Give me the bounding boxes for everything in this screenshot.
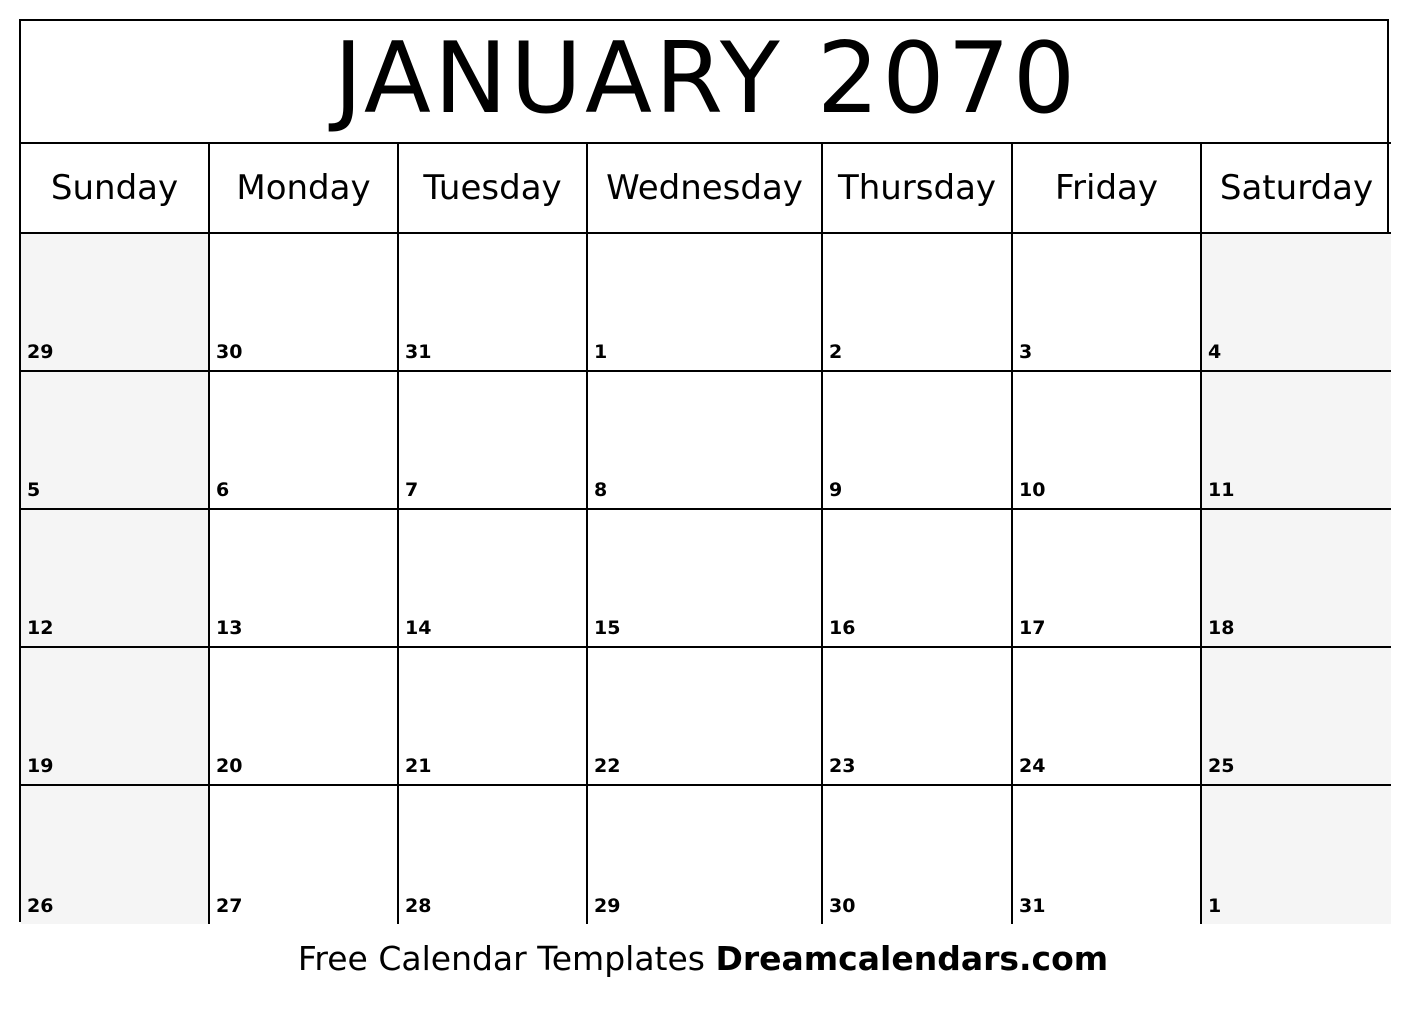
day-number: 23 [829,755,856,777]
day-cell [1013,648,1202,786]
calendar-grid [19,19,1389,922]
day-number: 16 [829,617,856,639]
day-cell [588,510,823,648]
day-cell [588,648,823,786]
day-number: 25 [1208,755,1235,777]
day-number: 7 [405,479,419,501]
day-cell [210,372,399,510]
day-cell [210,648,399,786]
day-number: 4 [1208,341,1222,363]
day-number: 6 [216,479,230,501]
day-cell [210,234,399,372]
day-number: 31 [1019,895,1046,917]
day-number: 17 [1019,617,1046,639]
day-cell [399,648,588,786]
footer-text: Free Calendar Templates [297,939,705,978]
weekday-header-thursday: Thursday [823,144,1013,234]
day-number: 26 [27,895,54,917]
day-number: 10 [1019,479,1046,501]
weekday-header-wednesday: Wednesday [588,144,823,234]
day-number: 13 [216,617,243,639]
day-number: 30 [829,895,856,917]
day-number: 29 [27,341,54,363]
day-cell [210,510,399,648]
day-cell [1013,234,1202,372]
day-number: 30 [216,341,243,363]
calendar-title: JANUARY 2070 [21,21,1391,144]
day-number: 3 [1019,341,1033,363]
day-cell [399,372,588,510]
day-cell [1202,510,1391,648]
day-cell [588,372,823,510]
day-cell [399,510,588,648]
day-number: 14 [405,617,432,639]
day-cell [1202,786,1391,924]
weekday-header-tuesday: Tuesday [399,144,588,234]
day-cell [588,786,823,924]
day-number: 18 [1208,617,1235,639]
day-cell [1202,234,1391,372]
day-cell [1202,648,1391,786]
day-cell [21,372,210,510]
day-number: 12 [27,617,54,639]
weekday-header-saturday: Saturday [1202,144,1391,234]
day-cell [1013,786,1202,924]
day-number: 24 [1019,755,1046,777]
day-number: 31 [405,341,432,363]
footer [0,937,1406,981]
footer-brand-link[interactable]: Dreamcalendars.com [715,939,1109,978]
day-number: 5 [27,479,41,501]
day-cell [823,234,1013,372]
weekday-header-friday: Friday [1013,144,1202,234]
weekday-header-sunday: Sunday [21,144,210,234]
day-number: 20 [216,755,243,777]
day-cell [823,510,1013,648]
day-cell [21,648,210,786]
day-number: 21 [405,755,432,777]
day-cell [399,786,588,924]
day-cell [21,510,210,648]
day-number: 15 [594,617,621,639]
day-cell [823,372,1013,510]
day-number: 9 [829,479,843,501]
day-cell [21,786,210,924]
day-cell [399,234,588,372]
day-number: 8 [594,479,608,501]
day-cell [823,648,1013,786]
day-number: 11 [1208,479,1235,501]
day-cell [1202,372,1391,510]
day-number: 27 [216,895,243,917]
day-cell [1013,372,1202,510]
day-number: 28 [405,895,432,917]
day-number: 29 [594,895,621,917]
day-number: 22 [594,755,621,777]
day-cell [1013,510,1202,648]
day-cell [210,786,399,924]
day-number: 2 [829,341,843,363]
day-number: 19 [27,755,54,777]
weekday-header-monday: Monday [210,144,399,234]
day-cell [21,234,210,372]
day-number: 1 [594,341,608,363]
day-number: 1 [1208,895,1222,917]
day-cell [588,234,823,372]
day-cell [823,786,1013,924]
